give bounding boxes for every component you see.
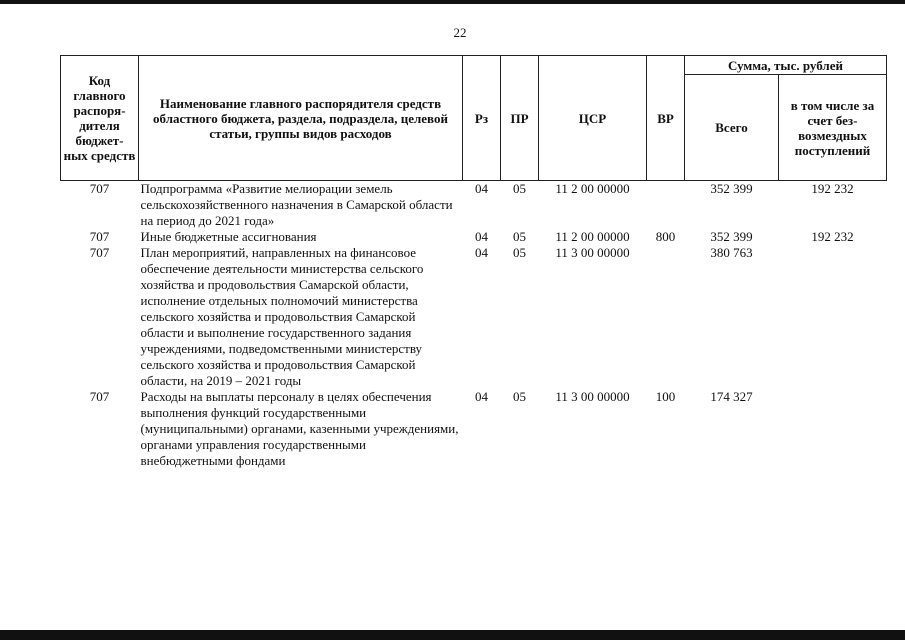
row-name: План мероприятий, направленных на финансовое обеспечение деятельности министерства сельского хозяйства и продовольствия Самарской области, исполнение отдельных полномочий министерства сельского хозяйства и продовольствия Самарской области и выполнение государственного задания учреждениями, подведомственными министерству сельского хозяйства и продовольствия Самарской области, на 2019 – 2021 годы	[140, 245, 424, 388]
row-name: Иные бюджетные ассигнования	[140, 229, 317, 244]
row-csr: 11 3 00 00000	[555, 389, 630, 404]
row-code: 707	[89, 181, 110, 196]
row-free: 192 232	[811, 181, 854, 196]
budget-table	[60, 55, 887, 469]
page-number: 22	[453, 25, 467, 40]
header-including: в том числе за счет без- возмездных поступлений	[779, 75, 887, 181]
row-pr: 05	[513, 229, 526, 244]
row-pr: 05	[513, 245, 526, 260]
table-row	[61, 229, 887, 245]
row-vr: 100	[655, 389, 676, 404]
row-total: 352 399	[710, 229, 753, 244]
row-total: 380 763	[710, 245, 753, 260]
row-csr: 11 2 00 00000	[555, 229, 630, 244]
header-csr: ЦСР	[539, 56, 647, 181]
row-code: 707	[89, 245, 110, 260]
row-csr: 11 2 00 00000	[555, 181, 630, 196]
row-vr	[647, 181, 685, 230]
row-vr: 800	[655, 229, 676, 244]
bottom-border	[0, 630, 905, 640]
row-rz: 04	[475, 181, 488, 196]
row-rz: 04	[475, 245, 488, 260]
table-row	[61, 245, 887, 389]
row-vr	[647, 245, 685, 389]
row-free	[779, 389, 887, 469]
header-vr: ВР	[647, 56, 685, 181]
table-row	[61, 389, 887, 469]
table-row	[61, 181, 887, 230]
row-pr: 05	[513, 181, 526, 196]
row-csr: 11 3 00 00000	[555, 245, 630, 260]
row-free: 192 232	[811, 229, 854, 244]
row-name: Расходы на выплаты персоналу в целях обеспечения выполнения функций государственными (муниципальными) органами, казенными учреждениями, органами управления государственными внебюджетными фондами	[140, 389, 459, 468]
top-border	[0, 0, 905, 4]
header-total: Всего	[685, 75, 779, 181]
row-total: 352 399	[710, 181, 753, 196]
header-pr: ПР	[501, 56, 539, 181]
row-rz: 04	[475, 229, 488, 244]
row-pr: 05	[513, 389, 526, 404]
row-code: 707	[89, 389, 110, 404]
header-sum-group: Сумма, тыс. рублей	[685, 56, 887, 75]
header-rz: Рз	[463, 56, 501, 181]
row-rz: 04	[475, 389, 488, 404]
row-code: 707	[89, 229, 110, 244]
header-code: Код главного распоря- дителя бюджет- ных средств	[61, 56, 139, 181]
row-total: 174 327	[710, 389, 753, 404]
row-name: Подпрограмма «Развитие мелиорации земель сельскохозяйственного назначения в Самарской области на период до 2021 года»	[140, 181, 453, 228]
header-name: Наименование главного распорядителя средств областного бюджета, раздела, подраздела, целевой статьи, группы видов расходов	[139, 56, 463, 181]
row-free	[779, 245, 887, 389]
